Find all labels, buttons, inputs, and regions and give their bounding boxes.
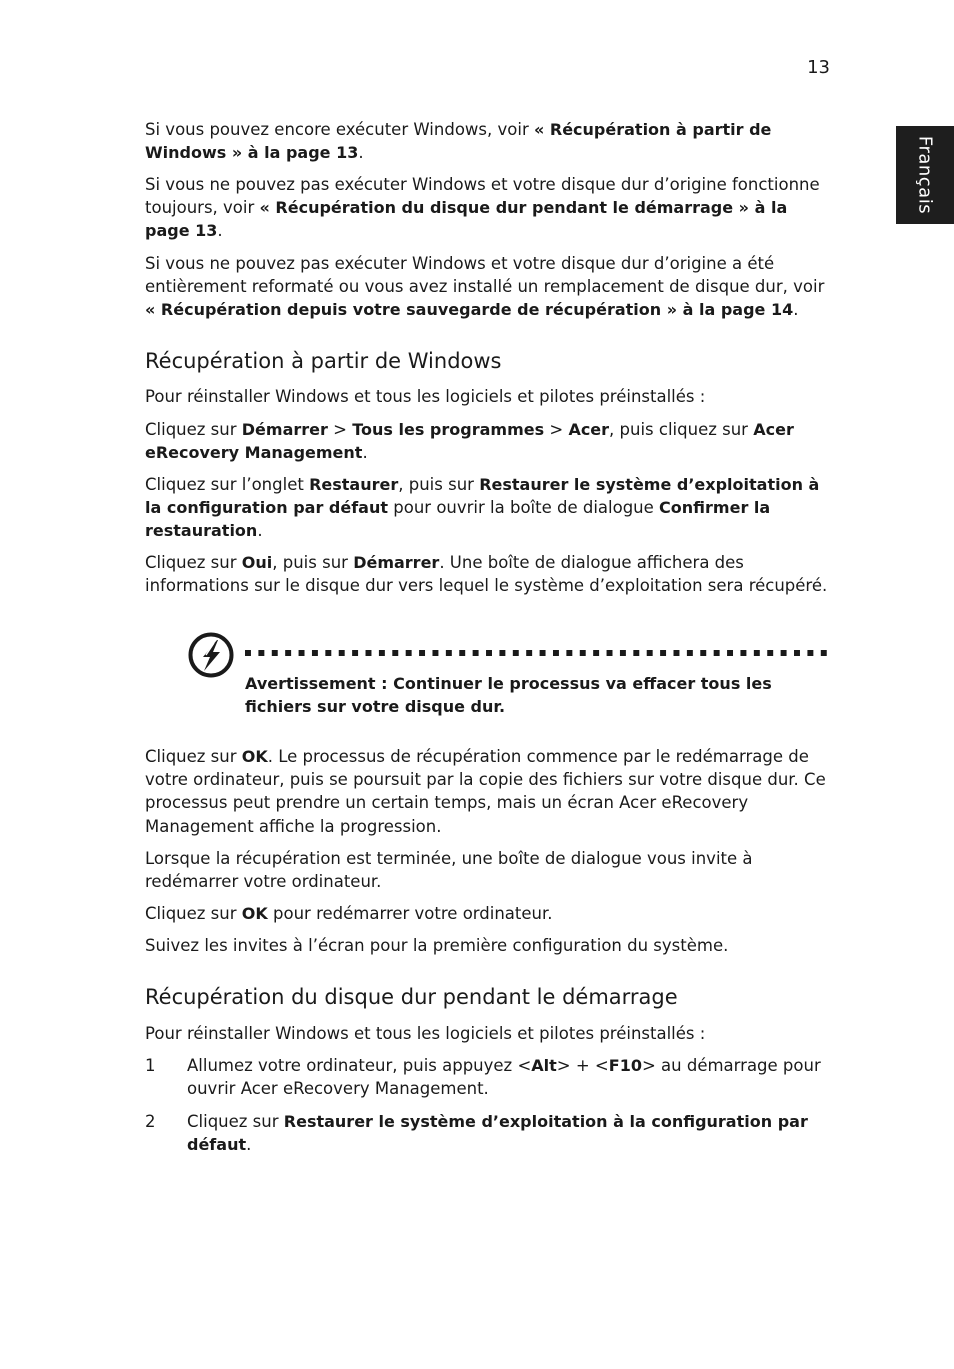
section2-paragraph-1: Pour réinstaller Windows et tous les logiciels et pilotes préinstallés : — [145, 1024, 706, 1043]
step-number: 2 — [145, 1112, 156, 1131]
step-text: Allumez votre ordinateur, puis appuyez <Alt> + <F10> au démarrage pour ouvrir Acer eRecovery Management. — [187, 1056, 821, 1099]
warning-text: Avertissement : Continuer le processus va effacer tous les fichiers sur votre disque dur. — [245, 674, 772, 717]
section1-paragraph-6: Lorsque la récupération est terminée, une boîte de dialogue vous invite à redémarrer votre ordinateur. — [145, 849, 753, 892]
link-recuperation-sauvegarde[interactable]: « Récupération depuis votre sauvegarde de récupération » à la page 14 — [145, 300, 794, 320]
section-heading-demarrage: Récupération du disque dur pendant le démarrage — [145, 985, 678, 1009]
intro-paragraph-2: Si vous ne pouvez pas exécuter Windows et votre disque dur d’origine fonctionne toujours, voir « Récupération du disque dur pendant le démarrage » à la page 13. — [145, 175, 820, 241]
warning-lightning-icon — [187, 631, 235, 679]
section1-paragraph-1: Pour réinstaller Windows et tous les logiciels et pilotes préinstallés : — [145, 387, 706, 406]
section1-paragraph-7: Cliquez sur OK pour redémarrer votre ordinateur. — [145, 904, 553, 923]
step-text: Cliquez sur Restaurer le système d’exploitation à la configuration par défaut. — [187, 1112, 808, 1155]
link-recuperation-demarrage[interactable]: « Récupération du disque dur pendant le démarrage » à la page 13 — [145, 198, 788, 241]
intro-paragraph-1: Si vous pouvez encore exécuter Windows, voir « Récupération à partir de Windows » à la page 13. — [145, 120, 772, 163]
language-tab — [896, 126, 954, 224]
section1-paragraph-3: Cliquez sur l’onglet Restaurer, puis sur Restaurer le système d’exploitation à la configuration par défaut pour ouvrir la boîte de dialogue Confirmer la restauration. — [145, 475, 820, 541]
section1-paragraph-2: Cliquez sur Démarrer > Tous les programmes > Acer, puis cliquez sur Acer eRecovery Management. — [145, 420, 794, 463]
section1-paragraph-8: Suivez les invites à l’écran pour la première configuration du système. — [145, 936, 729, 955]
section-heading-windows: Récupération à partir de Windows — [145, 349, 502, 373]
section1-paragraph-4: Cliquez sur Oui, puis sur Démarrer. Une boîte de dialogue affichera des informations sur le disque dur vers lequel le système d’exploitation sera récupéré. — [145, 553, 828, 596]
page-number: 13 — [807, 57, 830, 78]
intro-paragraph-3: Si vous ne pouvez pas exécuter Windows et votre disque dur d’origine a été entièrement reformaté ou vous avez installé un remplacement de disque dur, voir « Récupération depuis votre sauvegarde de récupération » à la page 14. — [145, 254, 825, 320]
warning-divider — [245, 650, 830, 656]
section1-paragraph-5: Cliquez sur OK. Le processus de récupération commence par le redémarrage de votre ordinateur, puis se poursuit par la copie des fichiers sur votre disque dur. Ce processus peut prendre un certain temps, mais un écran Acer eRecovery Management affiche la progression. — [145, 747, 826, 836]
link-recuperation-windows[interactable]: « Récupération à partir de Windows » à la page 13 — [145, 120, 772, 163]
step-number: 1 — [145, 1056, 156, 1075]
language-tab-label: Français — [914, 135, 936, 215]
